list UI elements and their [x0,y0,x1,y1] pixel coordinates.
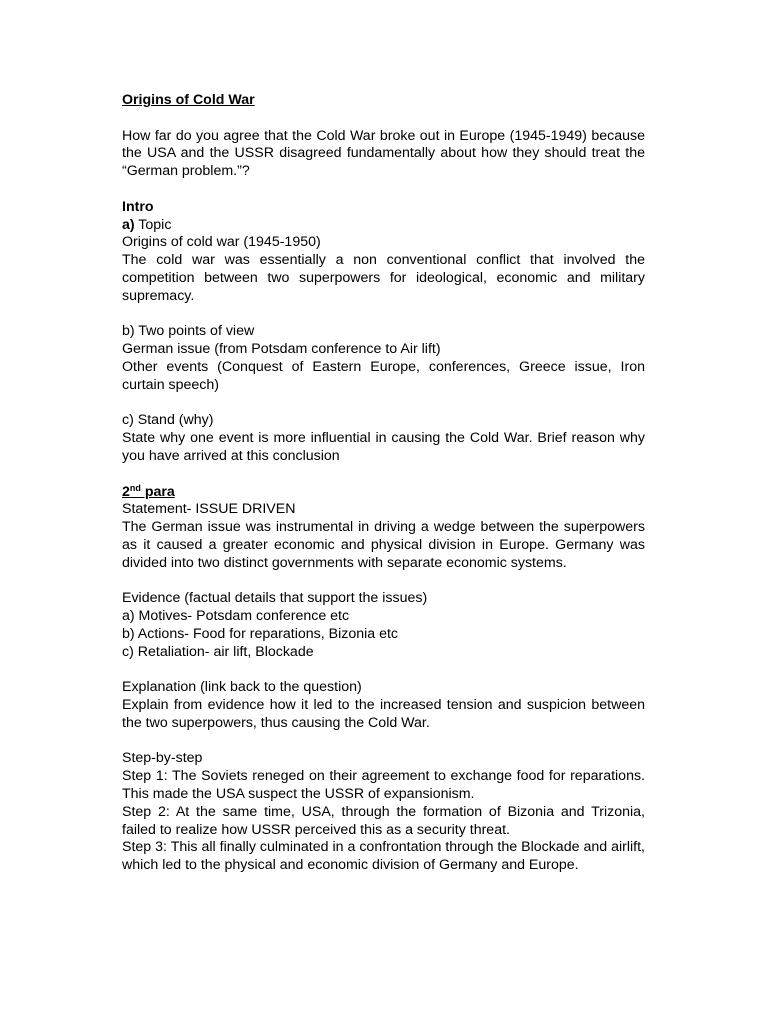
evidence-c: c) Retaliation- air lift, Blockade [122,643,314,660]
step-1: Step 1: The Soviets reneged on their agreement to exchange food for reparations. This made the USA suspect the USSR of expansionism. [122,768,645,803]
document-page [122,92,645,875]
spacer [122,466,645,484]
intro-heading: Intro [122,198,154,215]
stand-text: State why one event is more influential in causing the Cold War. Brief reason why you have arrived at this conclusion [122,430,645,464]
point-2: Other events (Conquest of Eastern Europe, conferences, Greece issue, Iron curtain speech) [122,358,645,393]
explanation-label: Explanation (link back to the question) [122,679,362,696]
para2-heading [122,484,645,502]
para2-heading-sup: nd [129,482,141,493]
topic-text: The cold war was essentially a non conventional conflict that involved the competition between two superpowers for ideological, economic and military supremacy. [122,252,645,304]
step-2: Step 2: At the same time, USA, through the formation of Bizonia and Trizonia, failed to realize how USSR perceived this as a security threat. [122,803,645,838]
stand-label: c) Stand (why) [122,412,214,429]
topic-label-text: Topic [134,216,172,233]
topic-label [122,217,645,235]
para2-heading-num: 2 [122,483,130,500]
statement-label: Statement- ISSUE DRIVEN [122,501,296,518]
evidence-a: a) Motives- Potsdam conference etc [122,608,350,625]
spacer [122,395,645,413]
para2-heading-rest: para [140,483,175,500]
document-title: Origins of Cold War [122,92,255,108]
topic-prefix: a) [122,216,135,233]
essay-question: How far do you agree that the Cold War broke out in Europe (1945-1949) because the USA and the USSR disagreed fundamentally about how they should treat the “German problem.”? [122,127,645,180]
spacer [122,181,645,199]
spacer [122,662,645,680]
spacer [122,110,645,128]
explanation-text: Explain from evidence how it led to the increased tension and suspicion between the two superpowers, thus causing the Cold War. [122,697,645,731]
evidence-b: b) Actions- Food for reparations, Bizonia etc [122,625,399,642]
evidence-label: Evidence (factual details that support the issues) [122,590,428,607]
spacer [122,573,645,591]
points-label: b) Two points of view [122,323,255,340]
point-1: German issue (from Potsdam conference to Air lift) [122,341,441,358]
steps-label: Step-by-step [122,750,203,767]
step-3: Step 3: This all finally culminated in a confrontation through the Blockade and airlift, which led to the physical and economic division of Germany and Europe. [122,839,645,874]
statement-text: The German issue was instrumental in driving a wedge between the superpowers as it caused a greater economic and physical division in Europe. Germany was divided into two distinct governments with separate economic systems. [122,519,645,571]
topic-title: Origins of cold war (1945-1950) [122,234,321,251]
spacer [122,733,645,751]
spacer [122,306,645,324]
